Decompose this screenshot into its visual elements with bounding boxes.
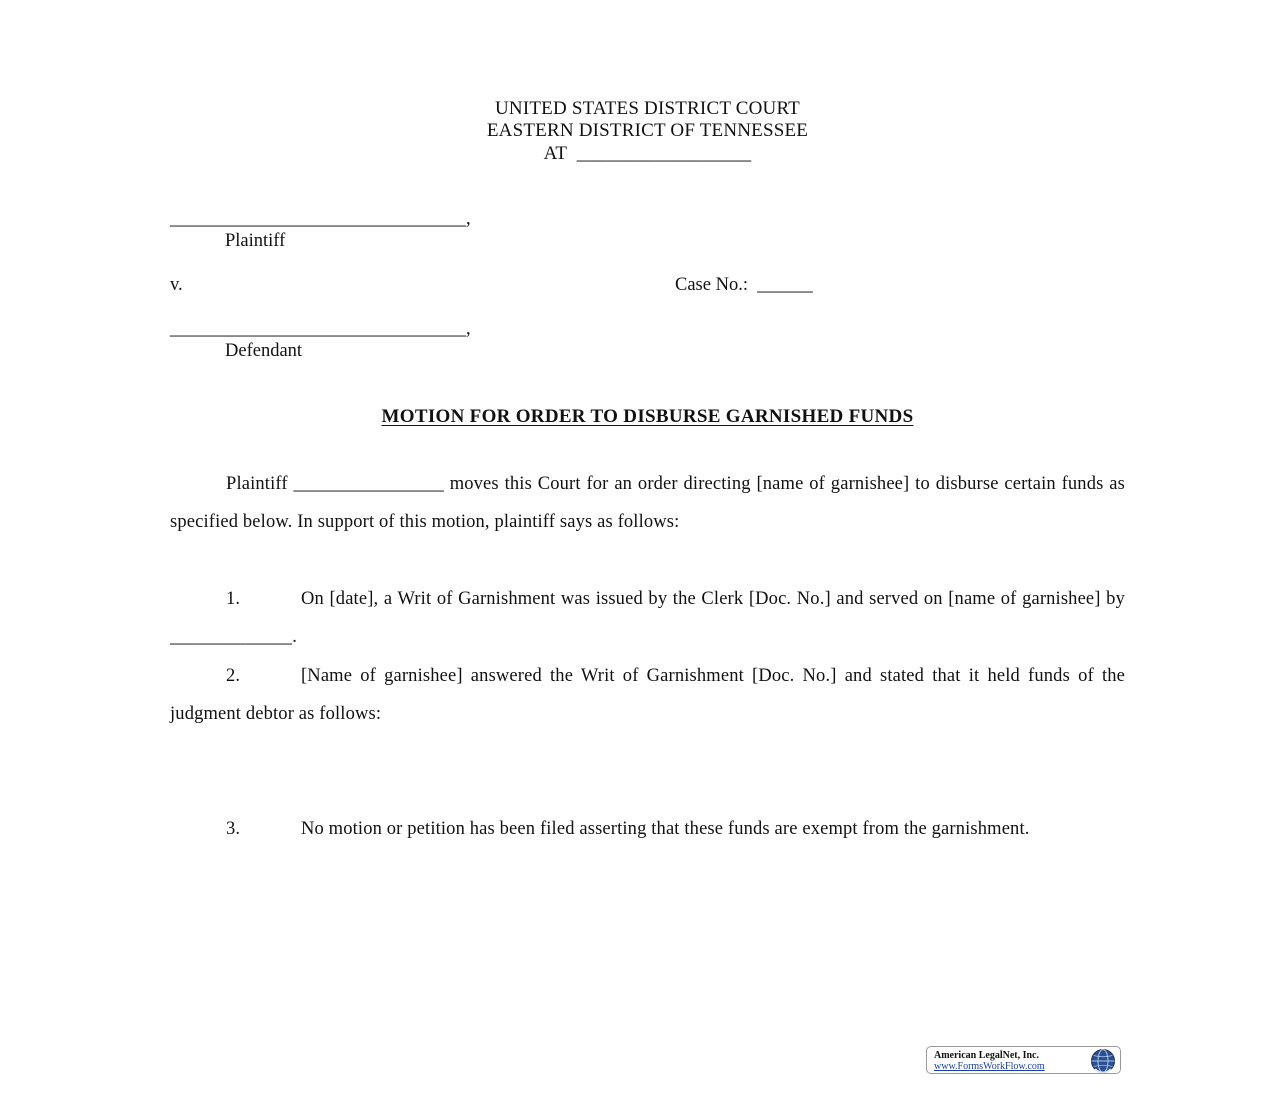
item-number: 2. xyxy=(226,666,241,686)
list-item xyxy=(170,810,1125,848)
item-text: No motion or petition has been filed asserting that these funds are exempt from the garnishment. xyxy=(301,819,1030,839)
american-legalnet-logo[interactable] xyxy=(926,1046,1121,1074)
versus-label: v. xyxy=(170,275,183,295)
court-location-line: AT __________________ xyxy=(543,143,752,164)
defendant-name-blank: ________________________________, xyxy=(170,319,471,339)
logo-website-link[interactable]: www.FormsWorkFlow.com xyxy=(934,1061,1045,1072)
court-district: EASTERN DISTRICT OF TENNESSEE xyxy=(486,120,809,141)
court-name: UNITED STATES DISTRICT COURT xyxy=(494,98,800,119)
intro-paragraph xyxy=(170,465,1125,542)
item-text: On [date], a Writ of Garnishment was issued by the Clerk [Doc. No.] and served on [name of garnishee] by _____________. xyxy=(170,589,1125,648)
motion-title: MOTION FOR ORDER TO DISBURSE GARNISHED FUNDS xyxy=(381,406,914,427)
defendant-label: Defendant xyxy=(225,341,303,361)
item-number: 3. xyxy=(226,819,241,839)
plaintiff-label: Plaintiff xyxy=(225,231,286,251)
item-number: 1. xyxy=(226,589,241,609)
globe-icon xyxy=(1090,1048,1116,1074)
case-number-field: Case No.: ______ xyxy=(675,275,813,295)
intro-text: Plaintiff ________________ moves this Court for an order directing [name of garnishee] to disburse certain funds as specified below. In support of this motion, plaintiff says as follows: xyxy=(170,474,1125,533)
plaintiff-name-blank: ________________________________, xyxy=(170,209,471,229)
list-item xyxy=(170,657,1125,734)
item-text: [Name of garnishee] answered the Writ of Garnishment [Doc. No.] and stated that it held funds of the judgment debtor as follows: xyxy=(170,666,1125,725)
logo-company-name: American LegalNet, Inc. xyxy=(934,1050,1039,1061)
list-item xyxy=(170,580,1125,657)
